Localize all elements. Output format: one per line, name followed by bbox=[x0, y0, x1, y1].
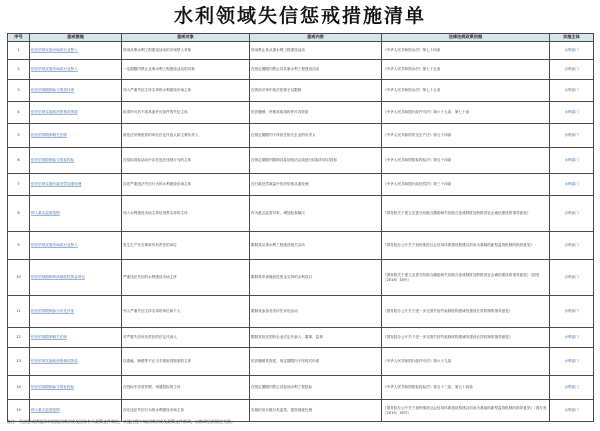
cell-basis: 《国务院关于建立完善守信联合激励和失信联合惩戒制度加快推进社会诚信建设的指导意见》 bbox=[382, 196, 550, 232]
cell-basis: 《中华人民共和国水法》第七十五条 bbox=[382, 60, 550, 80]
cell-target: 存在严重违法失信行为的水利建设市场主体 bbox=[122, 174, 250, 196]
cell-dept: 水利部门 bbox=[550, 376, 594, 400]
cell-basis: 《中华人民共和国招标投标法》第五十四条 bbox=[382, 148, 550, 174]
cell-basis: 《国务院关于建立完善守信联合激励和失信联合惩戒制度加快推进社会诚信建设的指导意见》（国发〔2016〕33号） bbox=[382, 260, 550, 296]
cell-measure: 依法依规实施市场或行业禁入 bbox=[30, 232, 122, 260]
table-row bbox=[8, 42, 594, 60]
cell-target: 对严重失信负有责任的法定代表人 bbox=[122, 328, 250, 348]
table-row bbox=[8, 296, 594, 328]
cell-basis: 《国务院办公厅关于加快推进社会信用体系建设构建以信用为基础的新型监管机制的指导意见》 bbox=[382, 232, 550, 260]
cell-dept: 水利部门 bbox=[550, 174, 594, 196]
cell-target: 被依法吊销资质的单位法定代表人和主要负责人 bbox=[122, 124, 250, 148]
cell-content: 在规定期限内不得担任相关企业的负责人 bbox=[250, 124, 382, 148]
cell-target: 列入水利建设市场主体信用黑名单的主体 bbox=[122, 196, 250, 232]
cell-no: 1 bbox=[8, 42, 30, 60]
table-row bbox=[8, 260, 594, 296]
column-header-content: 惩戒内容 bbox=[250, 34, 382, 42]
cell-no: 8 bbox=[8, 196, 30, 232]
column-header-target: 惩戒对象 bbox=[122, 34, 250, 42]
cell-dept: 水利部门 bbox=[550, 60, 594, 80]
table-row bbox=[8, 102, 594, 124]
cell-target: 列入严重失信主体名单的水利建设市场主体 bbox=[122, 80, 250, 102]
cell-content: 在行政处罚裁量中依法依规从重处理 bbox=[250, 174, 382, 196]
cell-measure: 依法依规限制相关任职 bbox=[30, 328, 122, 348]
cell-basis: 《国务院办公厅关于进一步完善失信约束制度构建诚信建设长效机制的指导意见》 bbox=[382, 296, 550, 328]
cell-basis: 《中华人民共和国招标投标法》第五十三条、第五十四条 bbox=[382, 376, 550, 400]
cell-measure: 依法依规限制参与资质评审 bbox=[30, 80, 122, 102]
cell-dept: 水利部门 bbox=[550, 148, 594, 174]
cell-measure: 依法依规实施取消资格或资质 bbox=[30, 348, 122, 376]
cell-no: 2 bbox=[8, 60, 30, 80]
cell-dept: 水利部门 bbox=[550, 124, 594, 148]
cell-no: 3 bbox=[8, 80, 30, 102]
cell-content: 在规定期限内限制其参加依法必须进行招标的项目投标 bbox=[250, 148, 382, 174]
table-row bbox=[8, 174, 594, 196]
column-header-no: 序号 bbox=[8, 34, 30, 42]
cell-content: 在规定期限内禁止其参加水利工程投标 bbox=[250, 376, 382, 400]
cell-content: 限制其担任国有企业法定代表人、董事、监事 bbox=[250, 328, 382, 348]
cell-dept: 水利部门 bbox=[550, 260, 594, 296]
cell-content: 终身禁止其从事水利工程建设活动 bbox=[250, 42, 382, 60]
cell-target: 以欺骗、贿赂等不正当手段取得资质的主体 bbox=[122, 348, 250, 376]
cell-target: 在投标中弄虚作假、串通投标的主体 bbox=[122, 376, 250, 400]
cell-dept: 水利部门 bbox=[550, 80, 594, 102]
cell-basis: 《中华人民共和国行政许可法》第六十九条 bbox=[382, 348, 550, 376]
table-body bbox=[8, 42, 594, 422]
cell-dept: 水利部门 bbox=[550, 400, 594, 422]
cell-content: 作为重点监管对象，增加检查频次 bbox=[250, 196, 382, 232]
table-row bbox=[8, 232, 594, 260]
table-row bbox=[8, 196, 594, 232]
cell-measure: 依法依规限制参与招标投标 bbox=[30, 376, 122, 400]
cell-dept: 水利部门 bbox=[550, 296, 594, 328]
cell-measure: 依法依规限制参与招标投标 bbox=[30, 148, 122, 174]
cell-target: 取得许可后不再具备许可条件的失信主体 bbox=[122, 102, 250, 124]
cell-dept: 水利部门 bbox=[550, 328, 594, 348]
table-row bbox=[8, 124, 594, 148]
cell-dept: 水利部门 bbox=[550, 232, 594, 260]
cell-no: 6 bbox=[8, 148, 30, 174]
cell-target: 终身从事水利工程建设活动的市场禁入对象 bbox=[122, 42, 250, 60]
column-header-measure: 惩戒措施 bbox=[30, 34, 122, 42]
cell-measure: 依法依规实施行政处罚加重处理 bbox=[30, 174, 122, 196]
cell-no: 11 bbox=[8, 296, 30, 328]
cell-content: 实施信用分级分类监管，提高抽查比例 bbox=[250, 400, 382, 422]
cell-dept: 水利部门 bbox=[550, 196, 594, 232]
cell-no: 10 bbox=[8, 260, 30, 296]
column-header-basis: 法律法规政策依据 bbox=[382, 34, 550, 42]
cell-basis: 《中华人民共和国水法》第七十四条 bbox=[382, 42, 550, 60]
cell-measure: 依法依规限制申请财政性资金项目 bbox=[30, 260, 122, 296]
cell-basis: 《国务院办公厅关于进一步完善失信约束制度构建诚信建设长效机制的指导意见》 bbox=[382, 328, 550, 348]
cell-target: 发生生产安全事故负有责任的单位 bbox=[122, 232, 250, 260]
cell-basis: 《中华人民共和国安全生产法》第九十四条 bbox=[382, 124, 550, 148]
table-row bbox=[8, 80, 594, 102]
cell-no: 15 bbox=[8, 400, 30, 422]
table-row bbox=[8, 376, 594, 400]
cell-measure: 依法依规实施市场或行业禁入 bbox=[30, 60, 122, 80]
cell-content: 限制其申请财政性资金支持的水利项目 bbox=[250, 260, 382, 296]
table-header-row bbox=[8, 34, 594, 42]
cell-content: 在资质评审中依法依规予以限制 bbox=[250, 80, 382, 102]
cell-basis: 《国务院办公厅关于加快推进社会信用体系建设构建以信用为基础的新型监管机制的指导意见》（国办发〔2019〕35号） bbox=[382, 400, 550, 422]
cell-basis: 《中华人民共和国水法》第七十五条 bbox=[382, 80, 550, 102]
table-row bbox=[8, 60, 594, 80]
cell-content: 在规定期限内禁止其从事水利工程建设活动 bbox=[250, 60, 382, 80]
cell-no: 7 bbox=[8, 174, 30, 196]
cell-measure: 依法依规实施取消资格或资质 bbox=[30, 102, 122, 124]
cell-content: 限制其参加各类评先评优活动 bbox=[250, 296, 382, 328]
cell-dept: 水利部门 bbox=[550, 42, 594, 60]
cell-measure: 依法依规实施市场或行业禁入 bbox=[30, 42, 122, 60]
table-row bbox=[8, 348, 594, 376]
cell-measure: 纳入重点监管范围 bbox=[30, 196, 122, 232]
cell-basis: 《中华人民共和国行政许可法》第六十九条、第七十条 bbox=[382, 102, 550, 124]
cell-no: 13 bbox=[8, 348, 30, 376]
cell-no: 4 bbox=[8, 102, 30, 124]
cell-dept: 水利部门 bbox=[550, 348, 594, 376]
cell-measure: 依法依规限制参与评先评优 bbox=[30, 296, 122, 328]
cell-measure: 纳入重点监管范围 bbox=[30, 400, 122, 422]
table-row bbox=[8, 148, 594, 174]
cell-target: 存在违法失信行为的水利建设市场主体 bbox=[122, 400, 250, 422]
cell-measure: 依法依规限制相关任职 bbox=[30, 124, 122, 148]
cell-target: 一定期限内禁止从事水利工程建设活动的对象 bbox=[122, 60, 250, 80]
cell-content: 依法撤销其资质，规定期限内不得再次申请 bbox=[250, 348, 382, 376]
cell-target: 严重违法失信的水利建设市场主体 bbox=[122, 260, 250, 296]
cell-dept: 水利部门 bbox=[550, 102, 594, 124]
cell-no: 9 bbox=[8, 232, 30, 260]
column-header-dept: 实施主体 bbox=[550, 34, 594, 42]
cell-no: 12 bbox=[8, 328, 30, 348]
measures-table bbox=[7, 33, 594, 422]
table-row bbox=[8, 328, 594, 348]
cell-basis: 《中华人民共和国行政处罚法》第三十四条 bbox=[382, 174, 550, 196]
footnote: 备注：失信惩戒措施清单依据法律法规及国家有关政策文件制定，实施过程中如法律法规及政策文件修改，以修改后的规定为准。 bbox=[7, 419, 235, 424]
cell-no: 14 bbox=[8, 376, 30, 400]
cell-content: 依法撤销、吊销其取得的许可或资质 bbox=[250, 102, 382, 124]
cell-content: 限制其从事水利工程建设相关活动 bbox=[250, 232, 382, 260]
cell-target: 列入严重失信主体名单的单位和个人 bbox=[122, 296, 250, 328]
cell-no: 5 bbox=[8, 124, 30, 148]
cell-target: 在招标投标活动中存在违法违规行为的主体 bbox=[122, 148, 250, 174]
page-title: 水利领域失信惩戒措施清单 bbox=[173, 5, 426, 27]
